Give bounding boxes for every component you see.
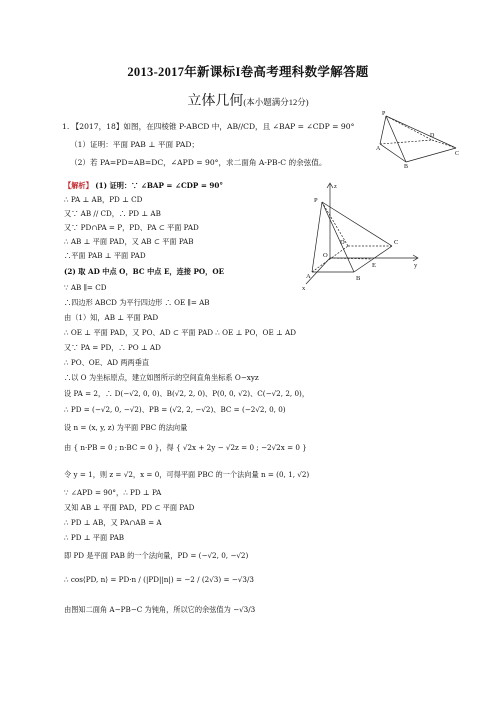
fig1-label-D: D bbox=[430, 133, 435, 139]
solution-line-10: ∴ OE ⊥ 平面 PAD，又 PO、AD ⊂ 平面 PAD ∴ OE ⊥ PO，OE ⊥ AD bbox=[64, 328, 296, 337]
solution-line-2: 又∵ AB // CD，∴ PD ⊥ AB bbox=[64, 209, 161, 218]
subtitle-note: (本小题满分12分) bbox=[243, 97, 309, 107]
fig2-label-D: D bbox=[340, 239, 345, 246]
problem-line-3: （2）若 PA=PD=AB=DC，∠APD = 90°，求二面角 A-PB-C 的余弦值。 bbox=[70, 158, 327, 167]
solution-line-5: ∴平面 PAB ⊥ 平面 PAD bbox=[64, 251, 146, 260]
fig2-label-A: A bbox=[306, 273, 311, 280]
problem-line-2: （1）证明：平面 PAB ⊥ 平面 PAD； bbox=[70, 140, 200, 149]
solution-line-6: (2) 取 AD 中点 O，BC 中点 E，连接 PO，OE bbox=[64, 267, 225, 276]
solution-line-0 bbox=[64, 181, 223, 190]
solution-line-11: 又∵ PA = PD，∴ PO ⊥ AD bbox=[64, 343, 161, 352]
page-title: 2013-2017年新课标I卷高考理科数学解答题 bbox=[127, 65, 369, 79]
solution-line-17: 由 { n·PB = 0 ; n·BC = 0 }，得 { √2x + 2y − √2z = 0 ; −2√2x = 0 } bbox=[64, 443, 307, 452]
solution-line-19: ∵ ∠APD = 90°，∴ PD ⊥ PA bbox=[64, 488, 162, 497]
fig1-label-B: B bbox=[404, 164, 409, 168]
fig1-label-P: P bbox=[382, 111, 386, 117]
fig2-label-z: z bbox=[334, 183, 337, 190]
fig2-label-B: B bbox=[356, 275, 361, 282]
solution-line-24: ∴ cos⟨PD, n⟩ = PD·n / (|PD||n|) = −2 / (2√3) = −√3/3 bbox=[64, 575, 254, 584]
solution-line-21: ∴ PD ⊥ AB，又 PA∩AB = A bbox=[64, 518, 162, 527]
solution-line-14: 设 PA = 2，∴ D(−√2, 0, 0)、B(√2, 2, 0)、P(0, 0, √2)、C(−√2, 2, 0)， bbox=[64, 389, 310, 398]
solution-line-7: ∵ AB ∥= CD bbox=[64, 283, 107, 292]
solution-line-18: 令 y = 1，则 z = √2，x = 0，可得平面 PBC 的一个法向量 n = (0, 1, √2) bbox=[64, 470, 310, 479]
section-subtitle bbox=[0, 90, 496, 110]
fig2-label-E: E bbox=[372, 262, 376, 269]
solution-line-9: 由（1）知，AB ⊥ 平面 PAD bbox=[64, 313, 159, 322]
solution-line-12: ∴ PO、OE、AD 两两垂直 bbox=[64, 358, 150, 367]
pyramid-figure bbox=[376, 110, 460, 168]
solution-line-16: 设 n = (x, y, z) 为平面 PBC 的法向量 bbox=[64, 423, 188, 432]
solution-line-8: ∴四边形 ABCD 为平行四边形 ∴ OE ∥= AB bbox=[64, 298, 210, 307]
fig2-label-O: O bbox=[323, 252, 328, 259]
solution-line-25: 由图知二面角 A−PB−C 为钝角，所以它的余弦值为 −√3/3 bbox=[64, 605, 256, 614]
solution-line-4: ∴ AB ⊥ 平面 PAD，又 AB ⊂ 平面 PAB bbox=[64, 237, 194, 246]
problem-line-1: 1. 【2017，18】如图，在四棱锥 P-ABCD 中，AB//CD，且 ∠BAP = ∠CDP = 90° bbox=[62, 122, 355, 131]
fig1-label-A: A bbox=[376, 146, 381, 152]
analysis-tag: 【解析】 bbox=[64, 181, 93, 190]
solution-line-20: 又知 AB ⊥ 平面 PAD，PD ⊂ 平面 PAD bbox=[64, 503, 195, 512]
solution-line-22: ∴ PD ⊥ 平面 PAB bbox=[64, 533, 125, 542]
solution-line-15: ∴ PD = (−√2, 0, −√2)、PB = (√2, 2, −√2)、BC = (−2√2, 0, 0) bbox=[64, 405, 286, 414]
solution-line-3: 又∵ PD∩PA = P，PD、PA ⊂ 平面 PAD bbox=[64, 223, 199, 232]
fig2-label-x: x bbox=[302, 285, 306, 292]
solution-line-23: 即 PD 是平面 PAB 的一个法向量，PD = (−√2, 0, −√2) bbox=[64, 551, 249, 560]
solution-line-13: ∴以 O 为坐标原点，建立如图所示的空间直角坐标系 O−xyz bbox=[64, 373, 259, 382]
fig2-label-C: C bbox=[394, 239, 399, 246]
fig2-label-P: P bbox=[314, 197, 318, 204]
solution-text: (1) 证明：∵ ∠BAP = ∠CDP = 90° bbox=[95, 181, 223, 190]
solution-line-1: ∴ PA ⊥ AB，PD ⊥ CD bbox=[64, 195, 143, 204]
fig2-label-y: y bbox=[414, 262, 418, 269]
subtitle-main: 立体几何 bbox=[187, 94, 244, 109]
coordinate-figure bbox=[300, 180, 420, 292]
fig1-label-C: C bbox=[455, 151, 460, 157]
